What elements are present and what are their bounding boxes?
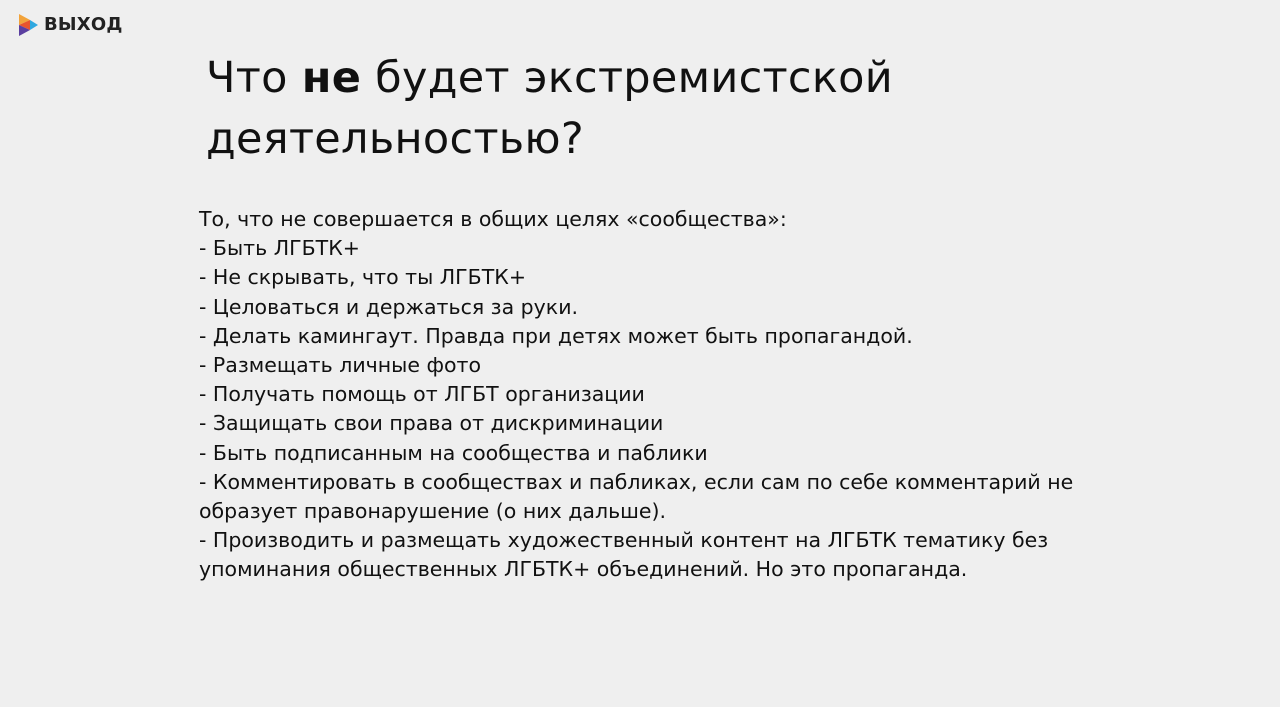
list-item: - Размещать личные фото <box>199 353 482 378</box>
list-item: - Защищать свои права от дискриминации <box>199 411 664 436</box>
list-item: - Целоваться и держаться за руки. <box>199 294 579 319</box>
title-emphasis: не <box>301 53 362 103</box>
list-item: - Быть ЛГБТК+ <box>199 236 360 261</box>
list-item: - Комментировать в сообществах и пабликах, если сам по себе комментарий не <box>199 469 1074 494</box>
list-item: - Получать помощь от ЛГБТ организации <box>199 382 645 407</box>
list-item: - Производить и размещать художественный контент на ЛГБТК тематику без <box>199 528 1049 553</box>
list-item-continuation: упоминания общественных ЛГБТК+ объединений. Но это пропаганда. <box>199 557 968 582</box>
title-prefix: Что <box>206 53 302 103</box>
list-item: - Не скрывать, что ты ЛГБТК+ <box>199 265 526 290</box>
list-item: - Быть подписанным на сообщества и паблики <box>199 440 708 465</box>
body-intro: То, что не совершается в общих целях «сообщества»: <box>199 207 787 231</box>
logo <box>17 11 123 39</box>
list-item: - Делать камингаут. Правда при детях может быть пропагандой. <box>199 323 913 348</box>
slide-body <box>199 205 1239 585</box>
title-suffix: будет экстремистской деятельностью? <box>206 53 893 164</box>
list-item-continuation: образует правонарушение (о них дальше). <box>199 499 667 524</box>
slide-title <box>206 48 1106 170</box>
logo-icon <box>17 13 39 37</box>
logo-text: ВЫХОД <box>44 14 123 35</box>
